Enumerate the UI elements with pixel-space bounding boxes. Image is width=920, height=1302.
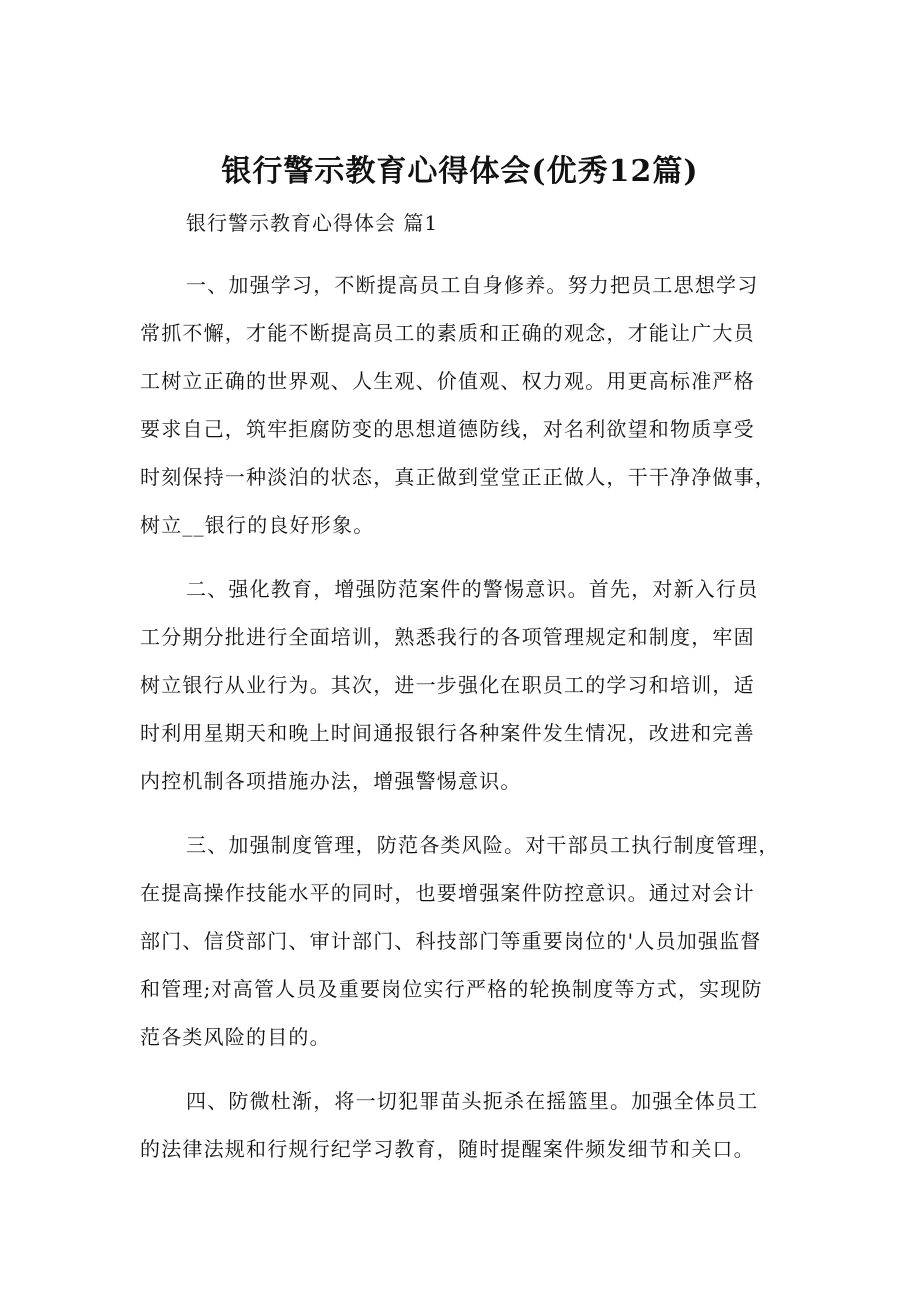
paragraph-2-line: 内控机制各项措施办法，增强警惕意识。 [140,769,522,793]
paragraph-1-line: 常抓不懈，才能不断提高员工的素质和正确的观念，才能让广大员 [140,321,755,345]
paragraph-1-line: 要求自己，筑牢拒腐防变的思想道德防线，对名利欲望和物质享受 [140,417,755,441]
paragraph-1-line: 时刻保持一种淡泊的状态，真正做到堂堂正正做人，干干净净做事， [140,465,776,489]
paragraph-2-line: 二、强化教育，增强防范案件的警惕意识。首先，对新入行员 [186,577,759,601]
paragraph-3-line: 部门、信贷部门、审计部门、科技部门等重要岗位的'人员加强监督 [140,929,762,953]
paragraph-1-line: 一、加强学习，不断提高员工自身修养。努力把员工思想学习 [186,273,759,297]
paragraph-2-line: 工分期分批进行全面培训，熟悉我行的各项管理规定和制度，牢固 [140,625,755,649]
paragraph-1-line: 树立__银行的良好形象。 [140,513,375,537]
paragraph-4-line: 四、防微杜渐，将一切犯罪苗头扼杀在摇篮里。加强全体员工 [186,1089,759,1113]
section-heading: 银行警示教育心得体会 篇1 [186,211,439,235]
paragraph-3-line: 和管理;对高管人员及重要岗位实行严格的轮换制度等方式，实现防 [140,977,763,1001]
paragraph-3-line: 三、加强制度管理，防范各类风险。对干部员工执行制度管理， [186,833,780,857]
document-title: 银行警示教育心得体会(优秀12篇) [221,154,699,189]
paragraph-3-line: 范各类风险的目的。 [140,1025,331,1049]
paragraph-3-line: 在提高操作技能水平的同时，也要增强案件防控意识。通过对会计 [140,881,755,905]
paragraph-1-line: 工树立正确的世界观、人生观、价值观、权力观。用更高标准严格 [140,369,755,393]
paragraph-2-line: 时利用星期天和晚上时间通报银行各种案件发生情况，改进和完善 [140,721,755,745]
paragraph-2-line: 树立银行从业行为。其次，进一步强化在职员工的学习和培训，适 [140,673,755,697]
paragraph-4-line: 的法律法规和行规行纪学习教育，随时提醒案件频发细节和关口。 [140,1137,755,1161]
